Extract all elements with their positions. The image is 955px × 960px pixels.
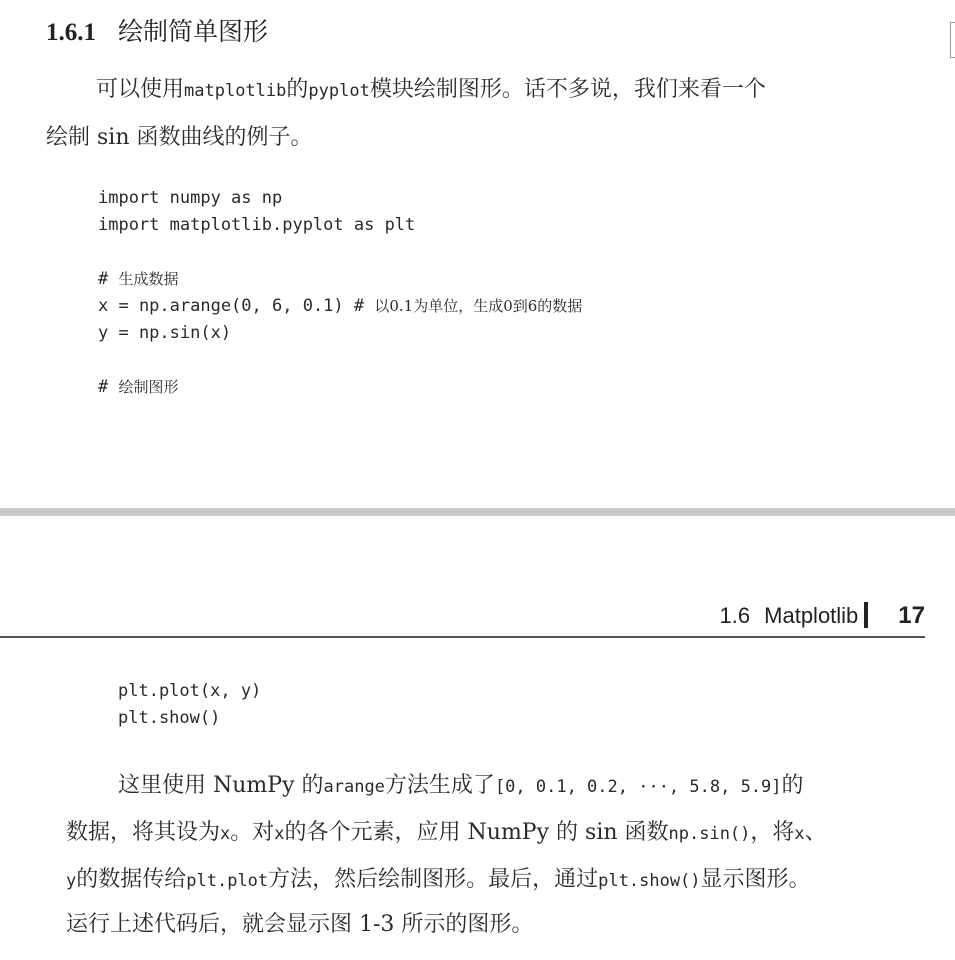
inline-code: np.sin() bbox=[668, 824, 751, 844]
code-block-plot bbox=[118, 678, 261, 732]
text-run: 的数据传给 bbox=[76, 867, 187, 892]
text-run: ，将 bbox=[750, 820, 795, 845]
inline-code: plt.plot bbox=[186, 871, 269, 891]
text-run: 显示图形。 bbox=[700, 867, 811, 892]
intro-paragraph-line-1 bbox=[96, 72, 766, 103]
intro-paragraph-line-2: 绘制 sin 函数曲线的例子。 bbox=[46, 125, 313, 150]
section-title: 绘制简单图形 bbox=[118, 17, 269, 46]
body-paragraph-line-3 bbox=[66, 862, 811, 893]
code-line: # 生成数据 bbox=[98, 269, 179, 289]
inline-code: x bbox=[274, 824, 285, 844]
text-run: 数据，将其设为 bbox=[66, 820, 221, 845]
text-run: 的 bbox=[781, 773, 804, 798]
code-line: y = np.sin(x) bbox=[98, 323, 232, 343]
text-run: 、 bbox=[804, 820, 827, 845]
inline-code: arange bbox=[323, 777, 385, 797]
text-run: 的 bbox=[286, 77, 309, 102]
text-run: 方法生成了 bbox=[384, 773, 495, 798]
code-block-data-generation bbox=[98, 185, 582, 401]
code-comment: 生成数据 bbox=[118, 270, 179, 288]
code-line bbox=[98, 239, 582, 266]
text-run: 模块绘制图形。话不多说，我们来看一个 bbox=[369, 77, 766, 102]
body-paragraph-line-4: 运行上述代码后，就会显示图 1-3 所示的图形。 bbox=[66, 912, 534, 937]
inline-code: pyplot bbox=[308, 81, 370, 101]
running-header-separator bbox=[864, 602, 868, 628]
body-paragraph-line-2 bbox=[66, 815, 827, 846]
code-line: plt.plot(x, y) bbox=[118, 681, 262, 701]
inline-code: y bbox=[66, 871, 77, 891]
header-rule bbox=[0, 636, 925, 638]
page-divider bbox=[0, 508, 955, 516]
inline-code: [0, 0.1, 0.2, ···, 5.8, 5.9] bbox=[494, 777, 782, 797]
inline-code: plt.show() bbox=[598, 871, 701, 891]
code-line: import numpy as np bbox=[98, 188, 283, 208]
body-paragraph-line-1 bbox=[118, 768, 804, 799]
inline-code: x bbox=[220, 824, 231, 844]
page-number: 17 bbox=[898, 602, 925, 629]
running-header-chapter: Matplotlib bbox=[764, 603, 859, 628]
code-line bbox=[98, 347, 582, 374]
section-heading bbox=[46, 12, 268, 48]
running-header bbox=[720, 602, 925, 630]
code-line: x = np.arange(0, 6, 0.1) # 以0.1为单位，生成0到6的数据 bbox=[98, 296, 583, 316]
section-number: 1.6.1 bbox=[46, 19, 96, 46]
text-run: 这里使用 NumPy 的 bbox=[118, 773, 324, 798]
inline-code: x bbox=[794, 824, 805, 844]
code-comment: 以0.1为单位，生成0到6的数据 bbox=[374, 297, 583, 315]
text-run: 方法，然后绘制图形。最后，通过 bbox=[268, 867, 599, 892]
code-line: # 绘制图形 bbox=[98, 377, 179, 397]
inline-code: matplotlib bbox=[184, 81, 287, 101]
text-run: 可以使用 bbox=[96, 77, 185, 102]
text-run: 。对 bbox=[230, 820, 275, 845]
text-run: 的各个元素，应用 NumPy 的 sin 函数 bbox=[284, 820, 669, 845]
code-comment: 绘制图形 bbox=[118, 378, 179, 396]
page-edge-mark bbox=[950, 22, 955, 58]
code-line: plt.show() bbox=[118, 708, 221, 728]
running-header-section: 1.6 bbox=[719, 603, 751, 628]
code-line: import matplotlib.pyplot as plt bbox=[98, 215, 416, 235]
